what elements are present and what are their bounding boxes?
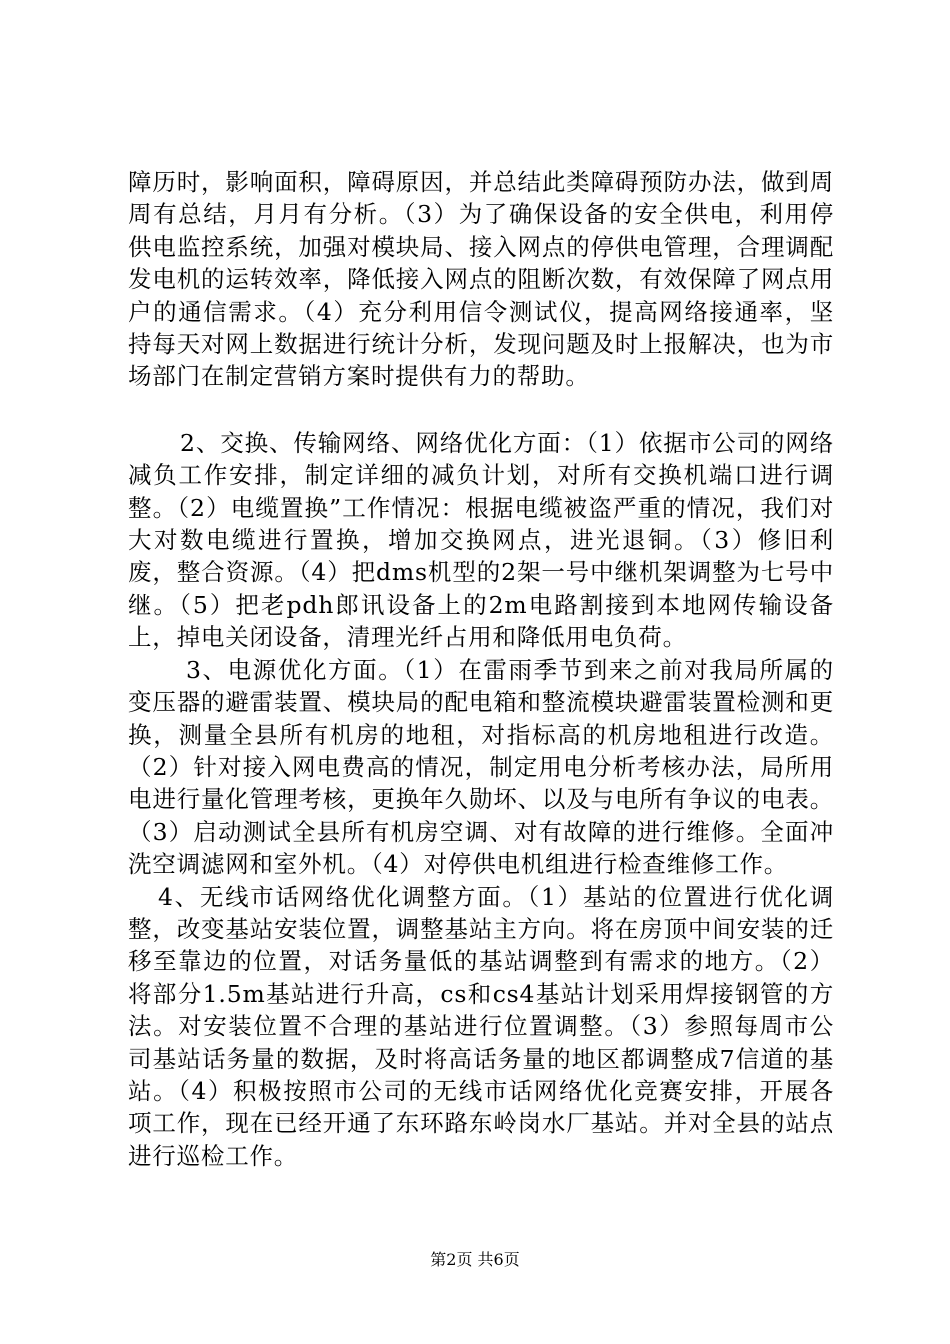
paragraph-1: 障历时，影响面积，障碍原因，并总结此类障碍预防办法，做到周周有总结，月月有分析。（3）为了确保设备的安全供电，利用停供电监控系统，加强对模块局、接入网点的停供电管理，合理调配发电机的运转效率，降低接入网点的阻断次数，有效保障了网点用户的通信需求。（4）充分利用信令测试仪，提高网络接通率，坚持每天对网上数据进行统计分析，发现问题及时上报解决，也为市场部门在制定营销方案时提供有力的帮助。 bbox=[128, 168, 834, 391]
paragraph-4: 4、无线市话网络优化调整方面。（1）基站的位置进行优化调整，改变基站安装位置，调整基站主方向。将在房顶中间安装的迁移至靠边的位置，对话务量低的基站调整到有需求的地方。（2）将部分1.5m基站进行升高，cs和cs4基站计划采用焊接钢管的方法。对安装位置不合理的基站进行位置调整。（3）参照每周市公司基站话务量的数据，及时将高话务量的地区都调整成7信道的基站。（4）积极按照市公司的无线市话网络优化竞赛安排，开展各项工作，现在已经开通了东环路东岭岗水厂基站。并对全县的站点进行巡检工作。 bbox=[128, 882, 834, 1170]
paragraph-2: 2、交换、传输网络、网络优化方面：（1）依据市公司的网络减负工作安排，制定详细的减负计划，对所有交换机端口进行调整。（2）电缆置换”工作情况：根据电缆被盗严重的情况，我们对大对数电缆进行置换，增加交换网点，进光退铜。（3）修旧利废，整合资源。（4）把dms机型的2架一号中继机架调整为七号中继。（5）把老pdh郎讯设备上的2m电路割接到本地网传输设备上，掉电关闭设备，清理光纤占用和降低用电负荷。 bbox=[128, 428, 834, 652]
page-footer: 第2页 共6页 bbox=[430, 1250, 520, 1269]
paragraph-3: 3、电源优化方面。（1）在雷雨季节到来之前对我局所属的变压器的避雷装置、模块局的配电箱和整流模块避雷装置检测和更换，测量全县所有机房的地租，对指标高的机房地租进行改造。（2）针对接入网电费高的情况，制定用电分析考核办法，局所用电进行量化管理考核，更换年久勋坏、以及与电所有争议的电表。（3）启动测试全县所有机房空调、对有故障的进行维修。全面冲洗空调滤网和室外机。（4）对停供电机组进行检查维修工作。 bbox=[128, 655, 834, 879]
paragraph-gap bbox=[128, 393, 834, 427]
document-body bbox=[128, 166, 834, 1172]
